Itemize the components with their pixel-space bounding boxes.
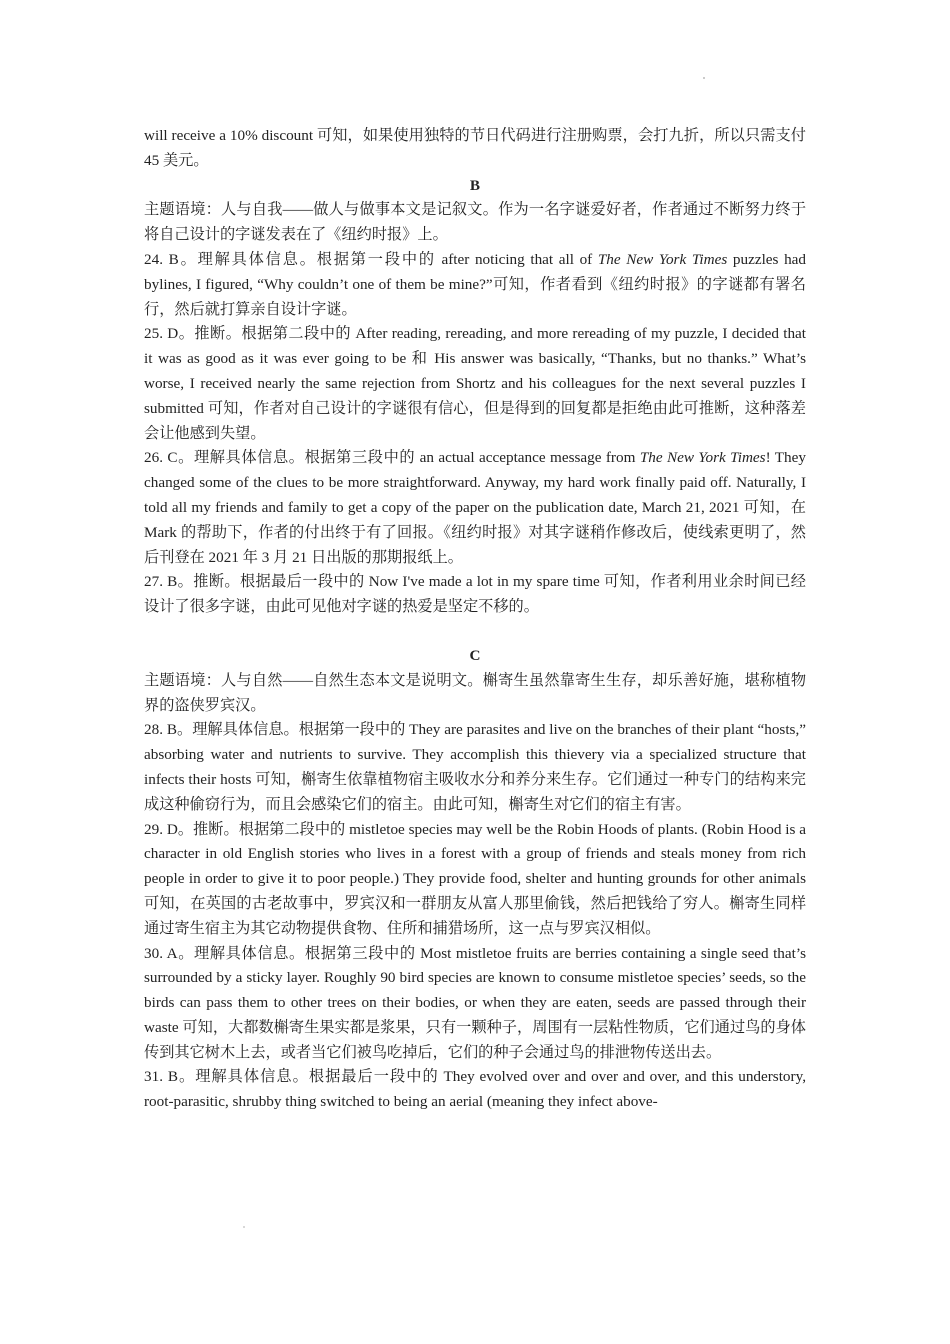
question-27-explanation: 27. B。推断。根据最后一段中的 Now I've made a lot in my spare time 可知，作者利用业余时间已经设计了很多字谜，由此可见他对字谜的热爱是坚定不移的。 [144,573,806,616]
q26-part-b: ! They changed some of the clues to be more straightforward. Anyway, my hard work finally paid off. Naturally, I told all my friends and family to get a copy of the paper on the publication date, March 21, 2021 可知，在 Mark 的帮助下，作者的付出终于有了回报。《纽约时报》对其字谜稍作修改后，使线索更明了，然后刊登在 2021 年 3 月 21 日出版的那期报纸上。 [144,449,806,566]
question-29-explanation: 29. D。推断。根据第二段中的 mistletoe species may well be the Robin Hoods of plants. (Robin Hood is a character in old English stories who lives in a forest with a group of friends and steals money from rich people in order to give it to poor people.) They provide food, shelter and hunting grounds for other animals 可知，在英国的古老故事中，罗宾汉和一群朋友从富人那里偷钱，然后把钱给了穷人。槲寄生同样通过寄生宿主为其它动物提供食物、住所和捕猎场所，这一点与罗宾汉相似。 [144,820,806,937]
section-c-heading: C [469,646,481,664]
question-31-explanation: 31. B。理解具体信息。根据最后一段中的 They evolved over and over and over, and this understory, root-parasitic, shrubby thing switched to being an aerial (meaning they infect above- [144,1068,806,1111]
question-25-explanation: 25. D。推断。根据第二段中的 After reading, rereading, and more rereading of my puzzle, I decided that it was as good as it was ever going to be 和 His answer was basically, “Thanks, but no thanks.” What’s worse, I received nearly the same rejection from Shortz and his colleagues for the next several puzzles I submitted 可知，作者对自己设计的字谜很有信心，但是得到的回复都是拒绝由此可推断，这种落差会让他感到失望。 [144,325,806,442]
section-gap [144,620,806,644]
section-c-context: 主题语境：人与自然——自然生态本文是说明文。槲寄生虽然靠寄生生存，却乐善好施，堪称植物界的盗侠罗宾汉。 [144,671,806,714]
q24-italic-title: The New York Times [597,250,728,268]
section-b-heading: B [469,176,481,194]
answer-explanations [144,124,806,1115]
section-b-context: 主题语境：人与自我——做人与做事本文是记叙文。作为一名字谜爱好者，作者通过不断努力终于将自己设计的字谜发表在了《纽约时报》上。 [144,201,806,244]
question-28-explanation: 28. B。理解具体信息。根据第一段中的 They are parasites and live on the branches of their plant “hosts,” absorbing water and nutrients to survive. They accomplish this thievery via a specialized structure that infects their hosts 可知，槲寄生依靠植物宿主吸收水分和养分来生存。它们通过一种专门的结构来完成这种偷窃行为，而且会感染它们的宿主。由此可知，槲寄生对它们的宿主有害。 [144,721,806,813]
q26-part-a: 26. C。理解具体信息。根据第三段中的 an actual acceptance message from [144,449,640,467]
q24-part-b: puzzles had bylines, I figured, “Why couldn’t one of them be mine?”可知，作者看到《纽约时报》的字谜都有署名行，然后就打算亲自设计字谜。 [144,250,807,318]
scan-speck [703,77,705,79]
question-24-explanation [144,248,806,322]
scan-speck [243,1226,245,1228]
question-30-explanation: 30. A。理解具体信息。根据第三段中的 Most mistletoe fruits are berries containing a single seed that’s surrounded by a sticky layer. Roughly 90 bird species are known to consume mistletoe species’ seeds, so the birds can pass them to other trees on their bodies, or when they are eaten, seeds are passed through their waste 可知，大都数槲寄生果实都是浆果，只有一颗种子，周围有一层粘性物质，它们通过鸟的身体传到其它树木上去，或者当它们被鸟吃掉后，它们的种子会通过鸟的排泄物传送出去。 [144,944,806,1061]
intro-paragraph: will receive a 10% discount 可知，如果使用独特的节日代码进行注册购票，会打九折，所以只需支付 45 美元。 [144,127,806,169]
q26-italic-title: The New York Times [639,449,766,467]
q24-part-a: 24. B。理解具体信息。根据第一段中的 after noticing that all of [144,250,598,268]
question-26-explanation [144,446,806,570]
